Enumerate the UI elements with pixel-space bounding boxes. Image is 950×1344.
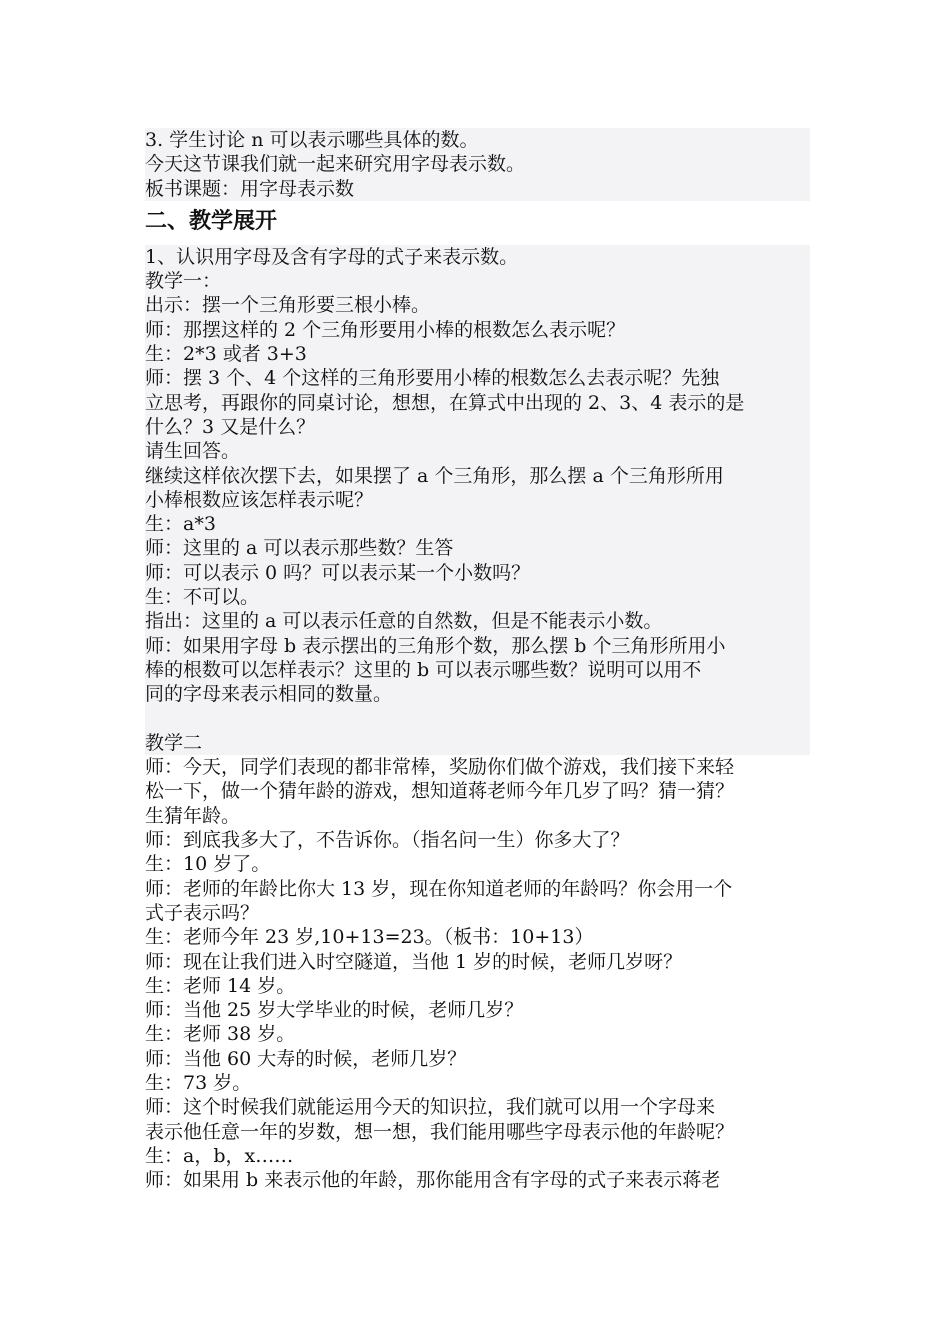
text-line: 生：2*3 或者 3+3 [145, 342, 810, 366]
text-line: 小棒根数应该怎样表示呢？ [145, 488, 810, 512]
text-line: 师：当他 60 大寿的时候，老师几岁？ [145, 1047, 467, 1070]
text-line: 教学一： [145, 269, 810, 293]
text-line: 松一下，做一个猜年龄的游戏，想知道蒋老师今年几岁了吗？猜一猜？ [145, 780, 735, 803]
text-line: 生：73 岁。 [145, 1071, 252, 1094]
document-body [145, 128, 825, 1192]
text-line: 师：如果用 b 来表示他的年龄，那你能用含有字母的式子来表示蒋老 [145, 1169, 721, 1192]
text-line: 板书课题：用字母表示数 [145, 177, 810, 201]
text-line: 生：老师 14 岁。 [145, 974, 296, 997]
text-line: 3. 学生讨论 n 可以表示哪些具体的数。 [145, 128, 810, 152]
teaching-part-two [145, 731, 825, 1193]
text-line: 什么？3 又是什么？ [145, 415, 810, 439]
text-line: 师：今天，同学们表现的都非常棒，奖励你们做个游戏，我们接下来轻 [145, 756, 735, 779]
section-heading: 二、教学展开 [145, 208, 278, 234]
text-line: 同的字母来表示相同的数量。 [145, 682, 810, 706]
text-line: 出示：摆一个三角形要三根小棒。 [145, 293, 810, 317]
text-line: 师：摆 3 个、4 个这样的三角形要用小棒的根数怎么去表示呢？先独 [145, 366, 810, 390]
text-line: 生：不可以。 [145, 585, 810, 609]
text-line: 师：到底我多大了，不告诉你。（指名问一生）你多大了？ [145, 829, 630, 852]
text-line: 立思考，再跟你的同桌讨论，想想，在算式中出现的 2、3、4 表示的是 [145, 391, 810, 415]
text-line: 生：a*3 [145, 512, 810, 536]
text-line: 师：现在让我们进入时空隧道，当他 1 岁的时候，老师几岁呀？ [145, 950, 683, 973]
text-line: 师：这里的 a 可以表示那些数？生答 [145, 536, 810, 560]
blank-line [145, 707, 810, 731]
intro-block [145, 128, 825, 201]
text-line: 师：如果用字母 b 表示摆出的三角形个数，那么摆 b 个三角形所用小 [145, 634, 810, 658]
text-line: 师：可以表示 0 吗？可以表示某一个小数吗？ [145, 561, 810, 585]
text-line: 教学二 [145, 731, 810, 755]
text-line: 请生回答。 [145, 439, 810, 463]
text-line: 师：这个时候我们就能运用今天的知识拉，我们就可以用一个字母来 [145, 1096, 716, 1119]
text-line: 生：a，b，x…… [145, 1144, 294, 1167]
text-line: 生：老师 38 岁。 [145, 1023, 296, 1046]
text-line: 生猜年龄。 [145, 804, 241, 827]
text-line: 今天这节课我们就一起来研究用字母表示数。 [145, 152, 810, 176]
text-line: 师：那摆这样的 2 个三角形要用小棒的根数怎么表示呢？ [145, 318, 810, 342]
text-line: 指出：这里的 a 可以表示任意的自然数，但是不能表示小数。 [145, 609, 810, 633]
text-line: 1、认识用字母及含有字母的式子来表示数。 [145, 245, 810, 269]
text-line: 师：老师的年龄比你大 13 岁，现在你知道老师的年龄吗？你会用一个 [145, 877, 733, 900]
text-line: 式子表示吗？ [145, 901, 260, 924]
text-line: 生：10 岁了。 [145, 853, 271, 876]
text-line: 生：老师今年 23 岁,10+13=23。（板书：10+13） [145, 926, 594, 949]
text-line: 继续这样依次摆下去，如果摆了 a 个三角形，那么摆 a 个三角形所用 [145, 464, 810, 488]
text-line: 表示他任意一年的岁数，想一想，我们能用哪些字母表示他的年龄呢？ [145, 1120, 735, 1143]
text-line: 棒的根数可以怎样表示？这里的 b 可以表示哪些数？说明可以用不 [145, 658, 810, 682]
teaching-part-one [145, 245, 825, 731]
text-line: 师：当他 25 岁大学毕业的时候，老师几岁？ [145, 999, 524, 1022]
